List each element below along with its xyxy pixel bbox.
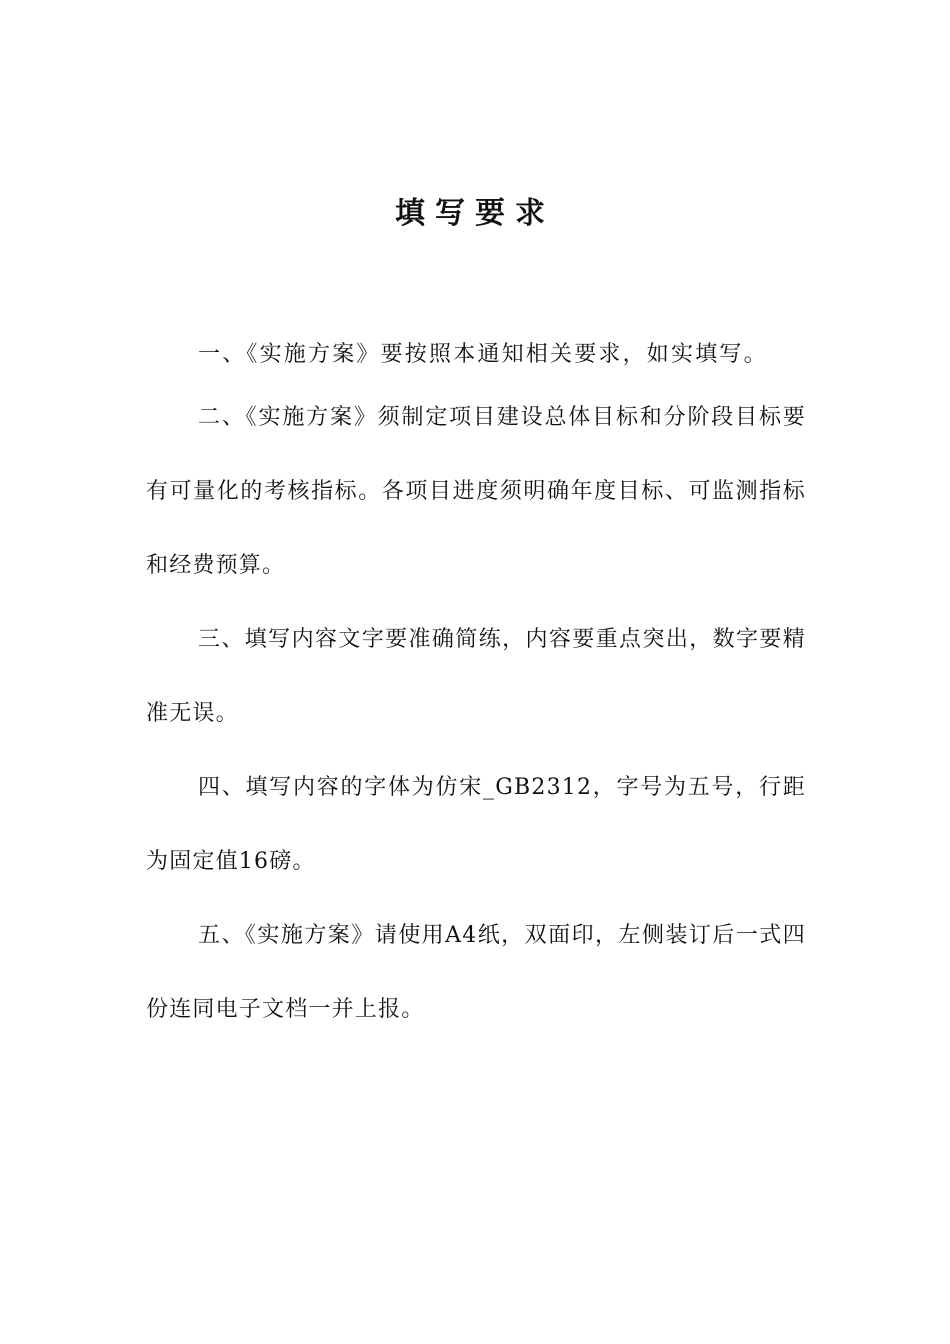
requirement-paragraph-4: 四、填写内容的字体为仿宋_GB2312，字号为五号，行距为固定值16磅。 (146, 775, 806, 874)
requirement-paragraph-5: 五、《实施方案》请使用A4纸，双面印，左侧装订后一式四份连同电子文档一并上报。 (146, 923, 806, 1022)
requirement-paragraph-2: 二、《实施方案》须制定项目建设总体目标和分阶段目标要有可量化的考核指标。各项目进度须明确年度目标、可监测指标和经费预算。 (146, 405, 806, 578)
requirement-paragraph-1: 一、《实施方案》要按照本通知相关要求，如实填写。 (198, 342, 768, 367)
requirements-body (146, 329, 806, 1047)
requirement-paragraph-3: 三、填写内容文字要准确简练，内容要重点突出，数字要精准无误。 (146, 627, 806, 726)
page-title: 填写要求 (395, 196, 555, 231)
